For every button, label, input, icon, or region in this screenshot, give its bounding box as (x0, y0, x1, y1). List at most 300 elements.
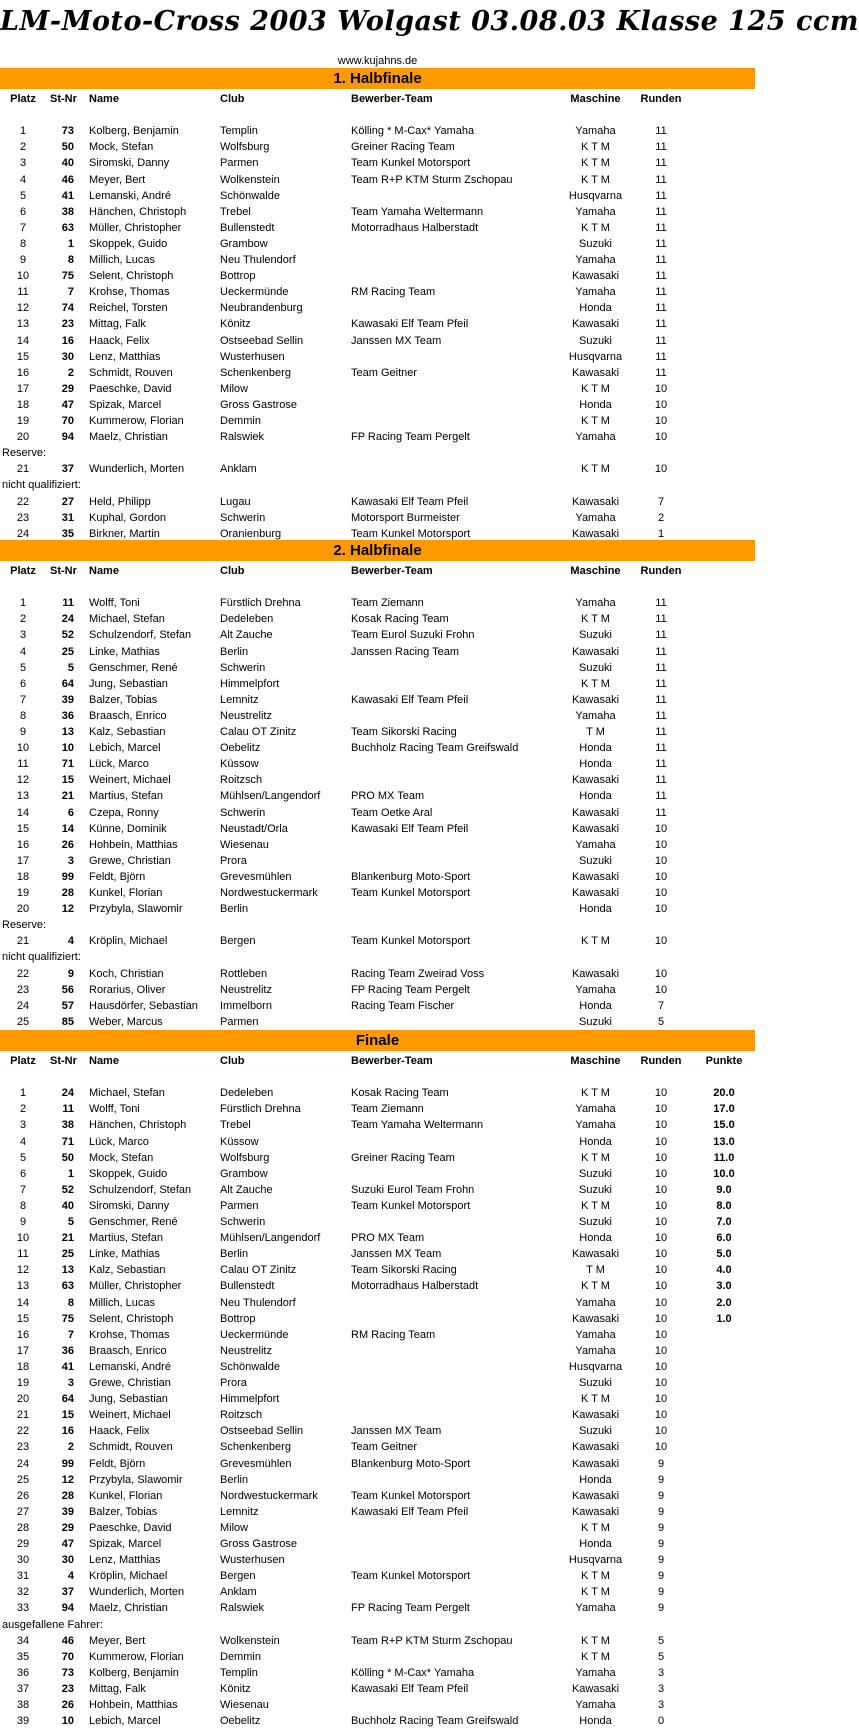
cell-club: Neubrandenburg (220, 302, 303, 315)
header-platz: Platz (10, 1055, 36, 1067)
cell-rider-name: Lenz, Matthias (89, 350, 161, 363)
table-row (0, 1343, 755, 1359)
cell-laps: 10 (654, 1103, 668, 1116)
cell-team: Buchholz Racing Team Greifswald (351, 742, 519, 755)
cell-points: 7.0 (716, 1216, 732, 1228)
cell-machine: Kawasaki (571, 693, 620, 706)
cell-platz: 24 (16, 1457, 30, 1470)
cell-machine: Suzuki (578, 1216, 613, 1228)
header-rider-name: Name (89, 565, 119, 577)
cell-laps: 10 (654, 431, 668, 444)
cell-machine: K T M (581, 1199, 610, 1212)
cell-rider-name: Genschmer, René (89, 1216, 178, 1228)
cell-machine: K T M (581, 1087, 610, 1100)
cell-rider-name: Millich, Lucas (89, 1296, 156, 1309)
table-row (0, 494, 755, 510)
cell-team: Suzuki Eurol Team Frohn (351, 1183, 475, 1196)
table-row (0, 381, 755, 397)
cell-club: Milow (220, 1521, 249, 1534)
cell-club: Berlin (220, 1473, 249, 1486)
cell-start-number: 8 (67, 1296, 74, 1309)
cell-machine: Suzuki (578, 1015, 613, 1028)
cell-platz: 3 (19, 1119, 27, 1132)
cell-start-number: 10 (61, 742, 74, 755)
cell-machine: Honda (579, 398, 612, 411)
cell-laps: 10 (654, 854, 668, 867)
table-row (0, 123, 755, 139)
cell-rider-name: Lebich, Marcel (89, 1715, 161, 1728)
cell-platz: 14 (16, 334, 30, 347)
cell-rider-name: Wolff, Toni (89, 1103, 140, 1116)
cell-machine: Yamaha (575, 597, 616, 610)
cell-laps: 11 (655, 645, 667, 658)
cell-platz: 17 (16, 1344, 30, 1357)
cell-team: Team R+P KTM Sturm Zschopau (351, 173, 513, 186)
cell-start-number: 8 (67, 254, 74, 266)
cell-rider-name: Michael, Stefan (89, 1087, 165, 1100)
cell-machine: Yamaha (575, 1296, 616, 1309)
cell-machine: Kawasaki (571, 1457, 620, 1470)
cell-platz: 12 (16, 302, 30, 315)
table-row (0, 155, 755, 171)
cell-rider-name: Müller, Christopher (89, 221, 182, 234)
cell-start-number: 75 (61, 1312, 74, 1325)
cell-team: Team Oetke Aral (351, 806, 433, 819)
cell-start-number: 39 (61, 1505, 74, 1518)
cell-rider-name: Mittag, Falk (89, 1682, 146, 1695)
group-label (0, 949, 755, 965)
cell-platz: 10 (16, 270, 30, 283)
cell-club: Lugau (220, 495, 251, 508)
cell-laps: 10 (654, 903, 668, 916)
cell-team: Team Geitner (351, 366, 418, 379)
cell-platz: 9 (19, 1216, 27, 1228)
cell-club: Mühlsen/Langendorf (220, 1232, 321, 1245)
cell-team: Kosak Racing Team (351, 1087, 449, 1100)
cell-start-number: 31 (61, 511, 74, 524)
cell-start-number: 13 (61, 726, 74, 738)
cell-start-number: 75 (61, 270, 74, 283)
cell-rider-name: Balzer, Tobias (89, 693, 158, 706)
cell-machine: K T M (581, 677, 610, 690)
cell-rider-name: Kummerow, Florian (89, 415, 184, 427)
cell-rider-name: Künne, Dominik (89, 822, 167, 835)
cell-club: Grevesmühlen (220, 1457, 292, 1470)
cell-club: Himmelpfort (220, 1393, 280, 1406)
cell-laps: 9 (657, 1570, 665, 1583)
cell-rider-name: Genschmer, René (89, 661, 178, 674)
cell-start-number: 28 (61, 887, 74, 899)
table-row (0, 740, 755, 756)
table-row (0, 1488, 755, 1504)
table-row (0, 1552, 755, 1568)
cell-rider-name: Krohse, Thomas (89, 1328, 170, 1341)
cell-rider-name: Selent, Christoph (89, 1312, 174, 1325)
header-team: Bewerber-Team (351, 565, 433, 577)
cell-rider-name: Braasch, Enrico (89, 1344, 167, 1357)
cell-rider-name: Przybyla, Slawomir (89, 1473, 183, 1486)
cell-platz: 7 (19, 693, 27, 706)
cell-platz: 4 (19, 1135, 27, 1148)
cell-rider-name: Braasch, Enrico (89, 709, 167, 722)
cell-platz: 17 (16, 854, 30, 867)
cell-team: Team Geitner (351, 1441, 418, 1454)
cell-club: Ueckermünde (220, 1328, 289, 1341)
table-row (0, 901, 755, 917)
cell-laps: 11 (655, 237, 667, 250)
cell-laps: 10 (654, 1119, 668, 1132)
cell-machine: K T M (581, 221, 610, 234)
cell-club: Wiesenau (220, 838, 269, 851)
cell-platz: 20 (16, 903, 30, 916)
cell-machine: Kawasaki (571, 806, 620, 819)
cell-machine: Kawasaki (571, 967, 620, 980)
cell-machine: Yamaha (575, 286, 616, 299)
cell-platz: 19 (16, 415, 30, 427)
cell-start-number: 23 (61, 1682, 74, 1695)
table-row (0, 885, 755, 901)
cell-platz: 28 (16, 1521, 30, 1534)
cell-start-number: 13 (61, 1264, 74, 1277)
cell-machine: K T M (581, 1393, 610, 1406)
cell-platz: 7 (19, 1183, 27, 1196)
table-row (0, 1198, 755, 1214)
cell-rider-name: Maelz, Christian (89, 1602, 168, 1615)
cell-laps: 11 (655, 597, 667, 610)
cell-start-number: 3 (67, 854, 74, 867)
cell-laps: 10 (654, 1151, 668, 1164)
cell-club: Bullenstedt (220, 1280, 275, 1293)
cell-club: Neu Thulendorf (220, 254, 296, 266)
cell-machine: Yamaha (575, 1666, 616, 1679)
cell-rider-name: Haack, Felix (89, 1425, 150, 1438)
cell-start-number: 52 (61, 1183, 74, 1196)
cell-club: Alt Zauche (220, 1183, 273, 1196)
cell-machine: K T M (581, 1151, 610, 1164)
cell-points: 15.0 (713, 1119, 735, 1132)
cell-rider-name: Hohbein, Matthias (89, 1699, 178, 1711)
cell-rider-name: Jung, Sebastian (89, 1393, 168, 1406)
cell-laps: 10 (654, 1087, 668, 1100)
cell-start-number: 30 (61, 350, 74, 363)
cell-platz: 18 (16, 1360, 30, 1373)
cell-rider-name: Martius, Stefan (89, 790, 163, 803)
table-row (0, 1439, 755, 1455)
cell-platz: 7 (19, 221, 27, 234)
cell-machine: Yamaha (575, 431, 616, 444)
cell-team: Team Kunkel Motorsport (351, 1570, 471, 1583)
cell-rider-name: Spizak, Marcel (89, 398, 162, 411)
cell-platz: 13 (16, 790, 30, 803)
cell-laps: 0 (657, 1715, 665, 1728)
cell-team: Motorradhaus Halberstadt (351, 1280, 479, 1293)
table-row (0, 788, 755, 804)
cell-rider-name: Martius, Stefan (89, 1232, 163, 1245)
cell-laps: 10 (654, 887, 668, 899)
table-row (0, 627, 755, 643)
table-row (0, 333, 755, 349)
cell-machine: K T M (581, 1650, 610, 1663)
cell-start-number: 14 (61, 822, 74, 835)
cell-laps: 11 (655, 774, 667, 787)
cell-points: 9.0 (716, 1183, 732, 1196)
cell-points: 20.0 (713, 1087, 735, 1100)
cell-machine: Kawasaki (571, 887, 620, 899)
cell-platz: 35 (16, 1650, 30, 1663)
table-row (0, 998, 755, 1014)
cell-team: Team Kunkel Motorsport (351, 1199, 471, 1212)
cell-machine: Suzuki (578, 334, 613, 347)
cell-club: Wusterhusen (220, 1554, 285, 1567)
cell-club: Berlin (220, 1248, 249, 1261)
cell-platz: 5 (19, 661, 27, 674)
cell-machine: K T M (581, 1521, 610, 1534)
cell-club: Templin (220, 125, 258, 138)
cell-start-number: 73 (61, 1666, 74, 1679)
cell-club: Neustrelitz (220, 1344, 272, 1357)
cell-rider-name: Jung, Sebastian (89, 677, 168, 690)
cell-start-number: 40 (61, 157, 74, 170)
cell-start-number: 41 (61, 1360, 74, 1373)
cell-club: Ueckermünde (220, 286, 289, 299)
cell-platz: 16 (16, 1328, 30, 1341)
cell-rider-name: Weinert, Michael (89, 1409, 171, 1422)
cell-team: Kölling * M-Cax* Yamaha (351, 1666, 475, 1679)
cell-laps: 9 (657, 1538, 665, 1550)
cell-club: Roitzsch (220, 774, 263, 787)
table-row (0, 837, 755, 853)
cell-machine: Honda (579, 1135, 612, 1148)
cell-machine: Yamaha (575, 709, 616, 722)
cell-machine: Husqvarna (568, 1360, 623, 1373)
cell-platz: 37 (16, 1682, 30, 1695)
cell-platz: 38 (16, 1699, 30, 1711)
cell-start-number: 70 (61, 1650, 74, 1663)
cell-platz: 31 (16, 1570, 30, 1583)
cell-club: Schwerin (220, 661, 266, 674)
cell-rider-name: Kalz, Sebastian (89, 726, 166, 738)
cell-points: 10.0 (713, 1167, 735, 1180)
cell-machine: Kawasaki (571, 774, 620, 787)
table-row (0, 611, 755, 627)
header-club: Club (220, 565, 245, 577)
cell-rider-name: Wunderlich, Morten (89, 463, 185, 476)
cell-laps: 10 (654, 398, 668, 411)
cell-platz: 2 (19, 1103, 27, 1116)
cell-platz: 5 (19, 189, 27, 202)
group-label-text: Reserve: (2, 447, 47, 460)
cell-platz: 15 (16, 350, 30, 363)
cell-platz: 32 (16, 1586, 30, 1599)
cell-platz: 11 (17, 286, 29, 299)
cell-platz: 23 (16, 511, 30, 524)
cell-start-number: 24 (61, 1087, 74, 1100)
cell-club: Demmin (220, 415, 261, 427)
cell-laps: 9 (657, 1521, 665, 1534)
cell-laps: 10 (654, 1425, 668, 1438)
cell-rider-name: Mock, Stefan (89, 141, 154, 154)
cell-club: Milow (220, 382, 249, 395)
table-row (0, 676, 755, 692)
cell-laps: 10 (654, 1183, 668, 1196)
cell-platz: 18 (16, 870, 30, 883)
cell-platz: 10 (16, 742, 30, 755)
cell-laps: 5 (657, 1634, 665, 1647)
cell-start-number: 63 (61, 1280, 74, 1293)
cell-machine: Kawasaki (571, 1505, 620, 1518)
cell-platz: 4 (19, 645, 27, 658)
cell-start-number: 40 (61, 1199, 74, 1212)
cell-club: Trebel (220, 205, 251, 218)
cell-team: RM Racing Team (351, 286, 436, 299)
cell-team: Buchholz Racing Team Greifswald (351, 1715, 519, 1728)
cell-machine: Kawasaki (571, 366, 620, 379)
cell-platz: 12 (16, 1264, 30, 1277)
cell-laps: 11 (655, 613, 667, 626)
cell-platz: 29 (16, 1538, 30, 1550)
cell-team: Team Kunkel Motorsport (351, 935, 471, 948)
cell-platz: 14 (16, 1296, 30, 1309)
cell-laps: 10 (654, 1280, 668, 1293)
table-row (0, 204, 755, 220)
cell-start-number: 50 (61, 1151, 74, 1164)
cell-laps: 10 (654, 1199, 668, 1212)
cell-start-number: 29 (61, 382, 74, 395)
cell-machine: Yamaha (575, 1328, 616, 1341)
cell-club: Wolfsburg (220, 141, 270, 154)
section-title: 2. Halbfinale (0, 540, 755, 561)
table-row (0, 1327, 755, 1343)
cell-platz: 21 (16, 463, 30, 476)
cell-club: Könitz (220, 1682, 251, 1695)
cell-machine: Kawasaki (571, 1248, 620, 1261)
cell-club: Ostseebad Sellin (220, 1425, 304, 1438)
cell-start-number: 46 (61, 173, 74, 186)
cell-start-number: 71 (61, 758, 74, 771)
cell-machine: Kawasaki (571, 870, 620, 883)
table-row (0, 397, 755, 413)
cell-club: Anklam (220, 463, 257, 476)
group-label-text: Reserve: (2, 919, 47, 932)
cell-laps: 11 (655, 254, 667, 266)
table-row (0, 1649, 755, 1665)
header-machine: Maschine (570, 565, 621, 577)
cell-laps: 10 (654, 1312, 668, 1325)
cell-platz: 21 (16, 1409, 30, 1422)
cell-platz: 19 (16, 1377, 30, 1389)
table-row (0, 1014, 755, 1030)
cell-laps: 11 (655, 629, 667, 642)
cell-laps: 10 (654, 1296, 668, 1309)
header-club: Club (220, 1055, 245, 1067)
table-row (0, 1262, 755, 1278)
cell-platz: 15 (16, 822, 30, 835)
cell-club: Bottrop (220, 270, 256, 283)
cell-rider-name: Paeschke, David (89, 1521, 172, 1534)
table-row (0, 660, 755, 676)
cell-rider-name: Wunderlich, Morten (89, 1586, 185, 1599)
website-url: www.kujahns.de (337, 55, 418, 67)
cell-club: Himmelpfort (220, 677, 280, 690)
cell-rider-name: Mittag, Falk (89, 318, 146, 331)
cell-platz: 6 (19, 1167, 27, 1180)
table-row (0, 1520, 755, 1536)
table-row (0, 692, 755, 708)
cell-start-number: 5 (67, 661, 74, 674)
table-row (0, 982, 755, 998)
table-row (0, 966, 755, 982)
cell-club: Schenkenberg (220, 366, 291, 379)
cell-start-number: 16 (61, 1425, 74, 1438)
cell-team: Kawasaki Elf Team Pfeil (351, 318, 469, 331)
cell-start-number: 16 (61, 334, 74, 347)
cell-platz: 9 (19, 254, 27, 266)
cell-start-number: 47 (61, 1538, 74, 1550)
cell-laps: 11 (655, 350, 667, 363)
table-row (0, 724, 755, 740)
cell-club: Prora (220, 1377, 247, 1389)
cell-laps: 10 (654, 1344, 668, 1357)
cell-machine: K T M (581, 1586, 610, 1599)
cell-points: 11.0 (713, 1151, 735, 1164)
cell-laps: 10 (654, 1409, 668, 1422)
cell-laps: 10 (654, 1248, 668, 1261)
cell-team: Team Eurol Suzuki Frohn (351, 629, 475, 642)
cell-club: Fürstlich Drehna (220, 1103, 301, 1116)
cell-laps: 11 (655, 758, 667, 771)
cell-club: Lemnitz (220, 693, 259, 706)
cell-club: Neustadt/Orla (220, 822, 288, 835)
cell-rider-name: Lenz, Matthias (89, 1554, 161, 1567)
cell-platz: 5 (19, 1151, 27, 1164)
cell-platz: 16 (16, 838, 30, 851)
cell-club: Berlin (220, 903, 249, 916)
cell-machine: Suzuki (578, 1183, 613, 1196)
cell-team: Racing Team Zweirad Voss (351, 967, 485, 980)
cell-club: Küssow (220, 758, 259, 771)
cell-team: Blankenburg Moto-Sport (351, 870, 471, 883)
cell-machine: Yamaha (575, 125, 616, 138)
table-row (0, 429, 755, 445)
table-row (0, 708, 755, 724)
cell-platz: 16 (16, 366, 30, 379)
cell-team: Kawasaki Elf Team Pfeil (351, 822, 469, 835)
cell-laps: 11 (655, 726, 667, 738)
cell-club: Bottrop (220, 1312, 256, 1325)
cell-laps: 11 (655, 693, 667, 706)
cell-start-number: 4 (67, 1570, 74, 1583)
cell-platz: 15 (16, 1312, 30, 1325)
cell-start-number: 21 (61, 790, 74, 803)
cell-platz: 25 (16, 1015, 30, 1028)
cell-rider-name: Skoppek, Guido (89, 1167, 168, 1180)
cell-laps: 11 (655, 221, 667, 234)
table-row (0, 1697, 755, 1713)
cell-machine: K T M (581, 1570, 610, 1583)
cell-start-number: 15 (61, 774, 74, 787)
cell-machine: Honda (579, 302, 612, 315)
table-row (0, 284, 755, 300)
cell-platz: 3 (19, 629, 27, 642)
cell-rider-name: Haack, Felix (89, 334, 150, 347)
cell-start-number: 15 (61, 1409, 74, 1422)
cell-laps: 11 (655, 661, 667, 674)
table-row (0, 1456, 755, 1472)
cell-start-number: 94 (61, 431, 74, 444)
cell-rider-name: Meyer, Bert (89, 1634, 146, 1647)
cell-team: Team Kunkel Motorsport (351, 157, 471, 170)
group-label-text: ausgefallene Fahrer: (2, 1618, 103, 1631)
